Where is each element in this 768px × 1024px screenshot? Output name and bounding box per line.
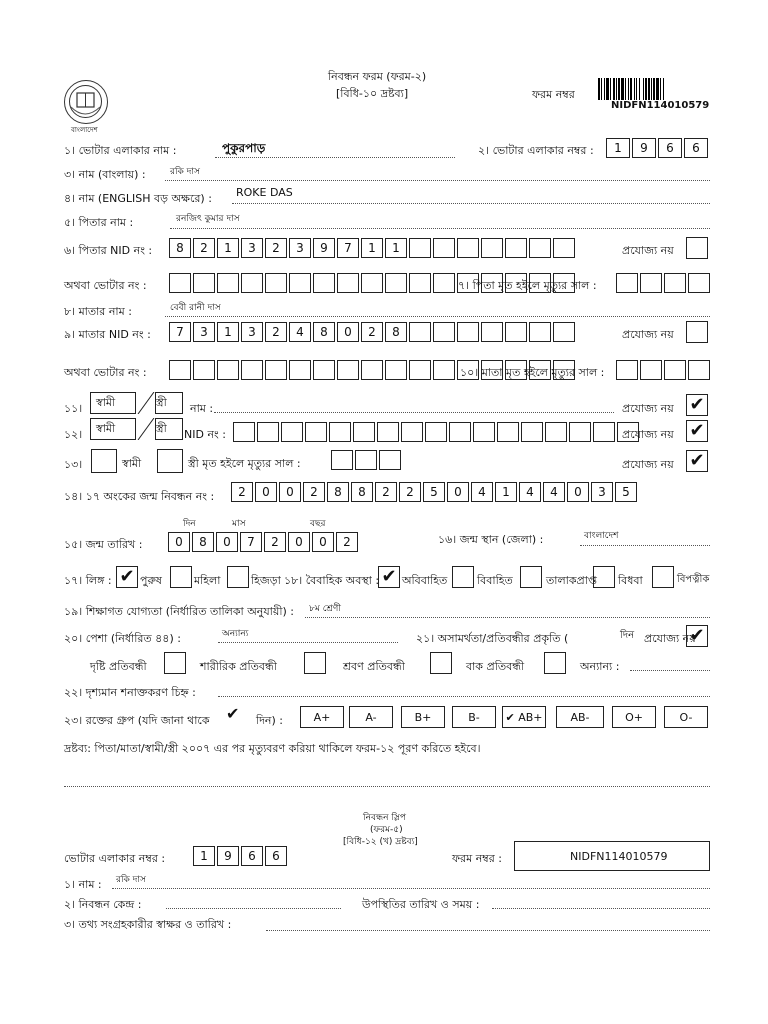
- digit-cell[interactable]: 9: [313, 238, 335, 258]
- digit-cell[interactable]: [329, 422, 351, 442]
- blood-group-abpos[interactable]: ✔ AB+: [502, 706, 546, 728]
- digit-cell[interactable]: 0: [255, 482, 277, 502]
- digit-cell[interactable]: 1: [606, 138, 630, 158]
- marital-married-label: বিবাহিত: [477, 574, 513, 587]
- digit-cell[interactable]: [640, 273, 662, 293]
- spouse-death-na-label: প্রযোজ্য নয়: [622, 458, 674, 471]
- digit-cell[interactable]: 9: [632, 138, 656, 158]
- digit-cell[interactable]: [449, 422, 471, 442]
- digit-cell[interactable]: 3: [289, 238, 311, 258]
- digit-cell[interactable]: [217, 360, 239, 380]
- wife-death-checkbox[interactable]: [157, 449, 183, 473]
- seal-caption: বাংলাদেশ: [71, 126, 98, 134]
- voter-area-number-label: ২। ভোটার এলাকার নম্বর :: [478, 144, 594, 157]
- other-disability-label: অন্যান্য :: [580, 660, 620, 673]
- slip-area-label: ভোটার এলাকার নম্বর :: [64, 852, 166, 865]
- digit-cell[interactable]: [481, 238, 503, 258]
- digit-cell[interactable]: 2: [265, 322, 287, 342]
- digit-cell[interactable]: [401, 422, 423, 442]
- marital-status-label: ১৮। বৈবাহিক অবস্থা :: [284, 574, 380, 587]
- slip-rule: [বিধি-১২ (খ) দ্রষ্টব্য]: [343, 837, 418, 847]
- digit-cell[interactable]: [337, 360, 359, 380]
- slip-title: নিবন্ধন স্লিপ: [363, 813, 406, 823]
- wife-death-year-cells[interactable]: [331, 450, 403, 470]
- digit-cell[interactable]: [217, 273, 239, 293]
- occupation-value[interactable]: অন্যান্য: [222, 629, 249, 639]
- mother-nid-label: ৯। মাতার NID নং :: [64, 328, 151, 341]
- barcode-bar: [664, 78, 665, 100]
- digit-cell[interactable]: [385, 273, 407, 293]
- birth-reg-label: ১৪। ১৭ অংকের জন্ম নিবন্ধন নং :: [64, 490, 215, 503]
- digit-cell[interactable]: 1: [193, 846, 215, 866]
- wife-death-year-label: স্ত্রী মৃত হইলে মৃত্যুর সাল :: [188, 457, 301, 470]
- digit-cell[interactable]: [497, 422, 519, 442]
- digit-cell[interactable]: 0: [288, 532, 310, 552]
- husband-label: স্বামী: [96, 396, 116, 409]
- digit-cell[interactable]: 3: [241, 238, 263, 258]
- wife-label: স্ত্রী: [156, 422, 167, 435]
- digit-cell[interactable]: 0: [567, 482, 589, 502]
- digit-cell[interactable]: [457, 322, 479, 342]
- digit-cell[interactable]: 2: [193, 238, 215, 258]
- digit-cell[interactable]: 0: [337, 322, 359, 342]
- dob-month-caption: মাস: [232, 519, 246, 529]
- digit-cell[interactable]: 3: [241, 322, 263, 342]
- digit-cell[interactable]: 2: [336, 532, 358, 552]
- digit-cell[interactable]: [385, 360, 407, 380]
- husband-death-label: স্বামী: [122, 457, 142, 470]
- digit-cell[interactable]: [569, 422, 591, 442]
- dob-year-caption: বছর: [310, 519, 326, 529]
- disability-na-checkbox[interactable]: ✔: [686, 625, 708, 647]
- digit-cell[interactable]: 2: [231, 482, 253, 502]
- mother-nid-cells[interactable]: [169, 322, 577, 342]
- digit-cell[interactable]: [593, 422, 615, 442]
- father-name-value[interactable]: রনজিৎ কুমার দাস: [176, 214, 240, 224]
- mother-name-label: ৮। মাতার নাম :: [64, 305, 132, 318]
- name-bangla-label: ৩। নাম (বাংলায়) :: [64, 168, 146, 181]
- digit-cell[interactable]: [409, 238, 431, 258]
- digit-cell[interactable]: 3: [193, 322, 215, 342]
- slip-collector-label: ৩। তথ্য সংগ্রহকারীর স্বাক্ষর ও তারিখ :: [64, 918, 232, 931]
- marital-widower-label: বিপত্নীক: [677, 574, 710, 585]
- gender-label: ১৭। লিঙ্গ :: [64, 574, 112, 587]
- dob-label: ১৫। জন্ম তারিখ :: [64, 538, 143, 551]
- digit-cell[interactable]: 2: [375, 482, 397, 502]
- gender-hijra-checkbox[interactable]: [227, 566, 249, 588]
- name-bangla-value[interactable]: রকি দাস: [170, 167, 200, 177]
- spouse-name-na-label: প্রযোজ্য নয়: [622, 402, 674, 415]
- marital-widower-checkbox[interactable]: [652, 566, 674, 588]
- gender-female-checkbox[interactable]: [170, 566, 192, 588]
- spouse-nid-na-checkbox[interactable]: ✔: [686, 420, 708, 442]
- note-text: দ্রষ্টব্য: পিতা/মাতা/স্বামী/স্ত্রী ২০০৭ এর পর মৃত্যুবরণ করিয়া থাকিলে ফরম-১২ পূরণ করিতে হইবে।: [64, 742, 481, 755]
- slip-center-label: ২। নিবন্ধন কেন্দ্র :: [64, 898, 142, 911]
- slip-subtitle: (ফরম-৫): [370, 825, 403, 835]
- blood-group-check-mark: ✔: [226, 704, 240, 723]
- digit-cell[interactable]: 6: [684, 138, 708, 158]
- digit-cell[interactable]: [433, 238, 455, 258]
- digit-cell[interactable]: [331, 450, 353, 470]
- father-nid-cells[interactable]: [169, 238, 577, 258]
- speech-disability-label: বাক প্রতিবন্ধী: [466, 660, 525, 673]
- mother-name-value[interactable]: বেবী রানী দাস: [170, 303, 221, 313]
- slash-divider: [136, 418, 156, 440]
- digit-cell[interactable]: 4: [543, 482, 565, 502]
- digit-cell[interactable]: 9: [217, 846, 239, 866]
- blood-group-bneg[interactable]: B-: [452, 706, 496, 728]
- blood-group-bpos[interactable]: B+: [401, 706, 445, 728]
- digit-cell[interactable]: [553, 238, 575, 258]
- digit-cell[interactable]: [664, 360, 686, 380]
- husband-death-checkbox[interactable]: [91, 449, 117, 473]
- digit-cell[interactable]: [529, 238, 551, 258]
- spouse-death-na-checkbox[interactable]: ✔: [686, 450, 708, 472]
- digit-cell[interactable]: 8: [351, 482, 373, 502]
- digit-cell[interactable]: [616, 273, 638, 293]
- digit-cell[interactable]: [281, 422, 303, 442]
- spouse-nid-cells[interactable]: [233, 422, 641, 442]
- digit-cell[interactable]: 1: [217, 238, 239, 258]
- education-label: ১৯। শিক্ষাগত যোগ্যতা (নির্ধারিত তালিকা অনুযায়ী) :: [64, 605, 294, 618]
- slip-name-value[interactable]: রকি দাস: [116, 875, 146, 885]
- slip-name-label: ১। নাম :: [64, 878, 102, 891]
- marital-widow-checkbox[interactable]: [593, 566, 615, 588]
- blood-group-abneg[interactable]: AB-: [556, 706, 604, 728]
- digit-cell[interactable]: 4: [519, 482, 541, 502]
- digit-cell[interactable]: 6: [241, 846, 263, 866]
- digit-cell[interactable]: 7: [240, 532, 262, 552]
- digit-cell[interactable]: [169, 360, 191, 380]
- digit-cell[interactable]: 2: [303, 482, 325, 502]
- digit-cell[interactable]: [505, 322, 527, 342]
- identifying-mark-label: ২২। দৃশ্যমান শনাক্তকরণ চিহ্ন :: [64, 686, 196, 699]
- barcode: [598, 78, 714, 100]
- father-nid-na-label: প্রযোজ্য নয়: [622, 244, 674, 257]
- digit-cell[interactable]: [313, 273, 335, 293]
- spouse-name-label: নাম :: [190, 402, 214, 415]
- blood-group-apos[interactable]: A+: [300, 706, 344, 728]
- voter-area-number-cells[interactable]: [606, 138, 710, 158]
- digit-cell[interactable]: 8: [385, 322, 407, 342]
- digit-cell[interactable]: [353, 422, 375, 442]
- visual-disability-label: দৃষ্টি প্রতিবন্ধী: [90, 660, 147, 673]
- digit-cell[interactable]: [337, 273, 359, 293]
- digit-cell[interactable]: 0: [312, 532, 334, 552]
- visual-disability-checkbox[interactable]: [164, 652, 186, 674]
- marital-unmarried-label: অবিবাহিত: [402, 574, 448, 587]
- blood-group-aneg[interactable]: A-: [349, 706, 393, 728]
- spouse-nid-num: ১২।: [64, 428, 83, 441]
- mother-voter-no-label: অথবা ভোটার নং :: [64, 366, 147, 379]
- digit-cell[interactable]: [409, 273, 431, 293]
- digit-cell[interactable]: 8: [313, 322, 335, 342]
- digit-cell[interactable]: [688, 273, 710, 293]
- digit-cell[interactable]: [505, 238, 527, 258]
- digit-cell[interactable]: 8: [327, 482, 349, 502]
- digit-cell[interactable]: [379, 450, 401, 470]
- digit-cell[interactable]: [265, 273, 287, 293]
- wife-label: স্ত্রী: [156, 396, 167, 409]
- speech-disability-checkbox[interactable]: [544, 652, 566, 674]
- slip-form-no-value: NIDFN114010579: [570, 850, 668, 863]
- digit-cell[interactable]: 5: [423, 482, 445, 502]
- digit-cell[interactable]: [640, 360, 662, 380]
- name-english-label: ৪। নাম (ENGLISH বড় অক্ষরে) :: [64, 192, 212, 205]
- digit-cell[interactable]: [377, 422, 399, 442]
- digit-cell[interactable]: [433, 360, 455, 380]
- digit-cell[interactable]: [265, 360, 287, 380]
- digit-cell[interactable]: [425, 422, 447, 442]
- bangladesh-seal-icon: [64, 80, 108, 124]
- blood-group-opos[interactable]: O+: [612, 706, 656, 728]
- digit-cell[interactable]: [473, 422, 495, 442]
- father-voter-no-label: অথবা ভোটার নং :: [64, 279, 147, 292]
- disability-overlay-text: দিন: [620, 630, 635, 641]
- disability-na-label: প্রযোজ্য নয়: [644, 632, 696, 645]
- digit-cell[interactable]: [169, 273, 191, 293]
- mother-nid-na-label: প্রযোজ্য নয়: [622, 328, 674, 341]
- gender-hijra-label: হিজড়া: [251, 574, 281, 587]
- mother-nid-na-checkbox[interactable]: [686, 321, 708, 343]
- occupation-label: ২০। পেশা (নির্ধারিত ৪৪) :: [64, 632, 181, 645]
- digit-cell[interactable]: 8: [192, 532, 214, 552]
- digit-cell[interactable]: 0: [216, 532, 238, 552]
- name-english-value[interactable]: ROKE DAS: [236, 186, 293, 199]
- slip-form-no-label: ফরম নম্বর :: [452, 852, 502, 865]
- father-death-year-cells[interactable]: [616, 273, 712, 293]
- husband-label: স্বামী: [96, 422, 116, 435]
- digit-cell[interactable]: 8: [169, 238, 191, 258]
- digit-cell[interactable]: [409, 322, 431, 342]
- form-subtitle: [বিধি-১০ দ্রষ্টব্য]: [336, 87, 409, 100]
- digit-cell[interactable]: 4: [289, 322, 311, 342]
- digit-cell[interactable]: 6: [658, 138, 682, 158]
- digit-cell[interactable]: 0: [447, 482, 469, 502]
- digit-cell[interactable]: [305, 422, 327, 442]
- physical-disability-label: শারীরিক প্রতিবন্ধী: [200, 660, 277, 673]
- digit-cell[interactable]: [355, 450, 377, 470]
- mother-death-year-cells[interactable]: [616, 360, 712, 380]
- father-nid-na-checkbox[interactable]: [686, 237, 708, 259]
- slip-area-cells[interactable]: [193, 846, 289, 866]
- digit-cell[interactable]: [433, 273, 455, 293]
- digit-cell[interactable]: [553, 322, 575, 342]
- mother-death-year-label: ১০। মাতা মৃত হইলে মৃত্যুর সাল :: [460, 366, 605, 379]
- digit-cell[interactable]: 0: [279, 482, 301, 502]
- digit-cell[interactable]: [481, 322, 503, 342]
- digit-cell[interactable]: [545, 422, 567, 442]
- digit-cell[interactable]: 6: [265, 846, 287, 866]
- birth-place-label: ১৬। জন্ম স্থান (জেলা) :: [438, 533, 544, 546]
- physical-disability-checkbox[interactable]: [304, 652, 326, 674]
- marital-divorced-label: তালাকপ্রাপ্ত: [546, 574, 597, 587]
- digit-cell[interactable]: [193, 273, 215, 293]
- digit-cell[interactable]: 7: [337, 238, 359, 258]
- blood-group-oneg[interactable]: O-: [664, 706, 708, 728]
- form-number-label: ফরম নম্বর: [532, 88, 575, 101]
- digit-cell[interactable]: 2: [361, 322, 383, 342]
- digit-cell[interactable]: [241, 360, 263, 380]
- digit-cell[interactable]: 4: [471, 482, 493, 502]
- digit-cell[interactable]: [233, 422, 255, 442]
- digit-cell[interactable]: [433, 322, 455, 342]
- digit-cell[interactable]: [688, 360, 710, 380]
- marital-divorced-checkbox[interactable]: [520, 566, 542, 588]
- father-nid-label: ৬। পিতার NID নং :: [64, 244, 153, 257]
- slash-divider: [136, 392, 156, 414]
- digit-cell[interactable]: [313, 360, 335, 380]
- digit-cell[interactable]: 2: [399, 482, 421, 502]
- digit-cell[interactable]: [257, 422, 279, 442]
- digit-cell[interactable]: [361, 360, 383, 380]
- marital-unmarried-checkbox[interactable]: ✔: [378, 566, 400, 588]
- father-name-label: ৫। পিতার নাম :: [64, 216, 134, 229]
- dob-cells[interactable]: [168, 532, 360, 552]
- digit-cell[interactable]: [241, 273, 263, 293]
- hearing-disability-checkbox[interactable]: [430, 652, 452, 674]
- digit-cell[interactable]: 1: [495, 482, 517, 502]
- digit-cell[interactable]: 2: [264, 532, 286, 552]
- marital-married-checkbox[interactable]: [452, 566, 474, 588]
- digit-cell[interactable]: [409, 360, 431, 380]
- spouse-death-num: ১৩।: [64, 458, 83, 471]
- slip-presence-label: উপস্থিতির তারিখ ও সময় :: [362, 898, 480, 911]
- digit-cell[interactable]: [361, 273, 383, 293]
- digit-cell[interactable]: 1: [361, 238, 383, 258]
- marital-widow-label: বিধবা: [618, 574, 643, 587]
- disability-label: ২১। অসামর্থতা/প্রতিবন্ধীর প্রকৃতি (: [416, 632, 569, 645]
- education-value[interactable]: ৮ম শ্রেণী: [309, 604, 341, 614]
- hearing-disability-label: শ্রবণ প্রতিবন্ধী: [343, 660, 405, 673]
- digit-cell[interactable]: [289, 360, 311, 380]
- spouse-name-na-checkbox[interactable]: ✔: [686, 394, 708, 416]
- digit-cell[interactable]: 3: [591, 482, 613, 502]
- digit-cell[interactable]: 1: [385, 238, 407, 258]
- spouse-nid-na-label: প্রযোজ্য নয়: [622, 428, 674, 441]
- voter-area-name-value: পুকুরপাড়: [222, 141, 266, 155]
- spouse-name-num: ১১।: [64, 402, 83, 415]
- birth-reg-cells[interactable]: [231, 482, 639, 502]
- father-death-year-label: ৭। পিতা মৃত হইলে মৃত্যুর সাল :: [458, 279, 597, 292]
- blood-group-label-end: দিন) :: [256, 714, 283, 727]
- digit-cell[interactable]: [521, 422, 543, 442]
- digit-cell[interactable]: 5: [615, 482, 637, 502]
- gender-male-checkbox[interactable]: ✔: [116, 566, 138, 588]
- digit-cell[interactable]: [193, 360, 215, 380]
- digit-cell[interactable]: [664, 273, 686, 293]
- birth-place-value[interactable]: বাংলাদেশ: [584, 531, 619, 541]
- blood-group-label: ২৩। রক্তের গ্রুপ (যদি জানা থাকে: [64, 714, 210, 727]
- gender-male-label: পুরুষ: [140, 574, 162, 587]
- digit-cell[interactable]: 2: [265, 238, 287, 258]
- digit-cell[interactable]: 7: [169, 322, 191, 342]
- digit-cell[interactable]: 0: [168, 532, 190, 552]
- gender-female-label: মহিলা: [194, 574, 221, 587]
- spouse-nid-label: NID নং :: [184, 428, 226, 441]
- digit-cell[interactable]: [529, 322, 551, 342]
- digit-cell[interactable]: 1: [217, 322, 239, 342]
- digit-cell[interactable]: [616, 360, 638, 380]
- dob-day-caption: দিন: [183, 519, 196, 529]
- form-title: নিবন্ধন ফরম (ফরম-২): [328, 70, 427, 83]
- voter-area-name-label: ১। ভোটার এলাকার নাম :: [64, 144, 177, 157]
- digit-cell[interactable]: [289, 273, 311, 293]
- form-number-value: NIDFN114010579: [611, 100, 710, 111]
- digit-cell[interactable]: [457, 238, 479, 258]
